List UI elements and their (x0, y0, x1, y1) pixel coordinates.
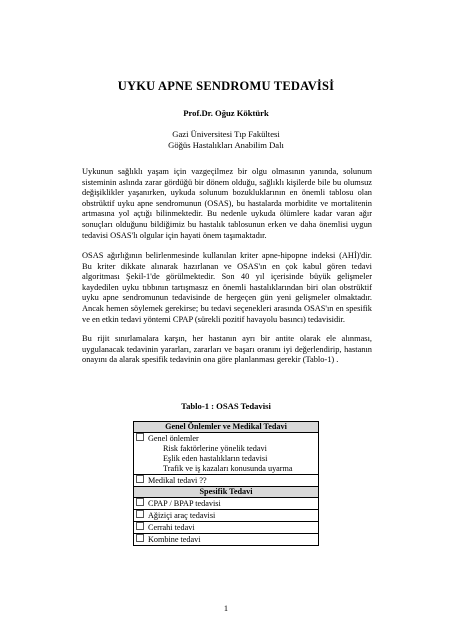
specific-item-label: Kombine tedavi (148, 535, 201, 544)
table-row (134, 510, 319, 522)
specific-item-cell (134, 522, 319, 534)
paragraph-intro: Uykunun sağlıklı yaşam için vazgeçilmez bir olgu olmasının yanında, solunum sisteminin aslında zarar gördüğü bir dönem olduğu, sağlıklı kişilerde bile bu olumsuz değişiklikler yaşanırken, uykuda solunum bozukluklarının en önemli tablosu olan obstrüktif uyku apne sendromunun (OSAS), bu hastalarda morbidite ve mortalitenin artmasına yol açtığı bilinmektedir. Bu nedenle uykuda ölümlere kadar varan ağır sonuçları olduğunu bildiğimiz bu hastalık tablosunun erken ve daha önemlisi uygun tedavisi OSAS'lı olgular için hayati önem taşımaktadır. (82, 167, 372, 240)
header-specific-treatment: Spesifik Tedavi (134, 487, 319, 498)
affiliation (0, 129, 452, 150)
specific-item-cell (134, 534, 319, 546)
author-name: Prof.Dr. Oğuz Köktürk (183, 108, 269, 118)
general-measures-label: Genel önlemler (148, 434, 199, 443)
specific-item-label: Ağiziçi araç tedavisi (148, 511, 216, 520)
specific-item-cell (134, 510, 319, 522)
checkbox-icon (136, 498, 144, 506)
page-number: 1 (223, 604, 229, 613)
paragraph-planning: Bu rijit sınırlamalara karşın, her hastanın ayrı bir antite olarak ele alınması, uygulanacak tedavinin yararları, zararları ve başarı oranını iyi değerlendirip, hastanın onayını da alarak spesifik tedavinin ona göre planlanması gerekir (Tablo-1) . (82, 334, 372, 365)
specific-item-cell (134, 498, 319, 510)
table-row (134, 534, 319, 546)
general-measures-cell (134, 433, 319, 475)
sub-item: Risk faktörlerine yönelik tedavi (163, 444, 267, 453)
table-caption: Tablo-1 : OSAS Tedavisi (181, 401, 271, 411)
osas-treatment-table (133, 421, 319, 546)
checkbox-icon (136, 534, 144, 542)
header-general-measures: Genel Önlemler ve Medikal Tedavi (134, 422, 319, 433)
checkbox-icon (136, 510, 144, 518)
table-row (134, 498, 319, 510)
table-row (134, 475, 319, 487)
table-row (134, 433, 319, 475)
specific-item-label: CPAP / BPAP tedavisi (148, 499, 221, 508)
checkbox-icon (136, 475, 144, 483)
paragraph-severity: OSAS ağırlığının belirlenmesinde kullanılan kriter apne-hipopne indeksi (AHİ)'dir. Bu kriter dikkate alınarak hazırlanan ve OSAS'ın en çok kabul gören tedavi algoritması Şekil-1'de görülmektedir. Son 40 yıl içerisinde büyük gelişmeler kaydedilen uyku tıbbının tartışmasız en önemli hastalıklarından biri olan obstrüktif uyku apne sendromunun tedavisinde de hergeçen gün yeni gelişmeler olmaktadır. Ancak hemen söylemek gerekirse; bu tedavi seçenekleri arasında OSAS'ın en spesifik ve en etkin tedavi yöntemi CPAP (sürekli pozitif havayolu basıncı) tedavisidir. (82, 251, 372, 324)
table-header-row (134, 487, 319, 498)
medical-treatment-label: Medikal tedavi ?? (148, 476, 207, 485)
table-header-row (134, 422, 319, 433)
checkbox-icon (136, 433, 144, 441)
table-row (134, 522, 319, 534)
specific-item-label: Cerrahi tedavi (148, 523, 195, 532)
checkbox-icon (136, 522, 144, 530)
sub-item: Trafik ve iş kazaları konusunda uyarma (163, 464, 293, 473)
affiliation-department: Göğüs Hastalıkları Anabilim Dalı (168, 139, 284, 150)
medical-treatment-cell (134, 475, 319, 487)
document-title: UYKU APNE SENDROMU TEDAVİSİ (117, 79, 335, 93)
sub-item: Eşlik eden hastalıkların tedavisi (163, 454, 268, 463)
affiliation-faculty: Gazi Üniversitesi Tıp Fakültesi (172, 129, 280, 139)
